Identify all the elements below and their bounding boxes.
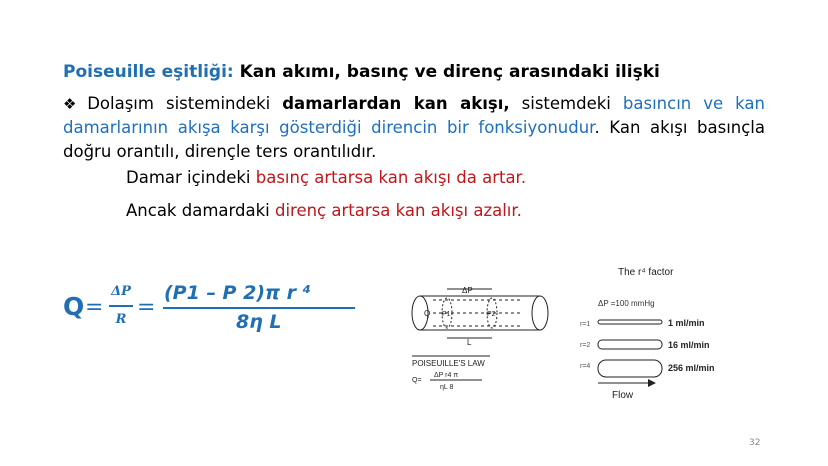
resistance-line-highlight: direnç artarsa kan akışı azalır. — [274, 201, 522, 220]
pressure-line-text: Damar içindeki — [126, 168, 256, 187]
diamond-bullet-icon: ❖ — [63, 95, 84, 113]
factor-dp: ΔP =100 mmHg — [598, 299, 655, 308]
paragraph-text-3: . Kan akışı basınçla doğru orantılı, dirençle ters orantılıdır. — [63, 118, 765, 161]
r1-flow: 1 ml/min — [668, 318, 705, 328]
r4-label: r=4 — [580, 363, 591, 370]
tube-p2-label: P2 — [487, 311, 496, 318]
title-lead: Poiseuille eşitliği: — [63, 62, 234, 82]
r2-label: r=2 — [580, 342, 591, 349]
tube-right-end — [532, 296, 548, 330]
r1-label: r=1 — [580, 321, 591, 328]
page-number: 32 — [749, 438, 761, 448]
paragraph-highlight: basıncın ve kan damarlarının akışa karşı gösterdiği direncin bir fonksiyonudur — [63, 94, 765, 137]
flow-label: Flow — [612, 390, 634, 401]
formula-equals-2: = — [137, 295, 156, 320]
tube-l-label: L — [467, 338, 472, 347]
law-title: POISEUILLE'S LAW — [412, 359, 485, 368]
factor-title: The r⁴ factor — [618, 267, 674, 278]
resistance-line-text: Ancak damardaki — [126, 201, 275, 220]
tube-dp-label: ΔP — [462, 286, 473, 295]
r4-flow: 256 ml/min — [668, 363, 715, 373]
law-numerator: ΔP r4 π — [434, 372, 459, 379]
flow-arrow-head-icon — [648, 379, 656, 387]
formula-r: R — [115, 312, 127, 327]
formula-delta-p: ΔP — [111, 284, 131, 299]
law-denominator: ηL 8 — [440, 384, 454, 391]
paragraph-text-1: Dolaşım sistemindeki — [87, 94, 283, 113]
title-rest: Kan akımı, basınç ve direnç arasındaki ilişki — [233, 62, 660, 82]
vessel-r1 — [598, 320, 662, 324]
formula-q: Q — [63, 292, 85, 321]
formula-denominator: 8η L — [236, 311, 282, 333]
paragraph-text-2: sistemdeki — [509, 94, 623, 113]
formula-numerator: (P1 – P 2)π r ⁴ — [164, 282, 311, 304]
formula-equals-1: = — [85, 295, 104, 320]
tube-p1-label: P1 — [442, 311, 451, 318]
tube-q-label: Q — [424, 309, 431, 318]
r4-factor-diagram — [598, 320, 662, 383]
pressure-line-highlight: basınç artarsa kan akışı da artar. — [255, 168, 527, 187]
paragraph-bold: damarlardan kan akışı, — [282, 94, 510, 113]
vessel-r4 — [598, 360, 662, 377]
r2-flow: 16 ml/min — [668, 340, 710, 350]
vessel-r2 — [598, 340, 662, 349]
law-q: Q= — [412, 377, 422, 384]
